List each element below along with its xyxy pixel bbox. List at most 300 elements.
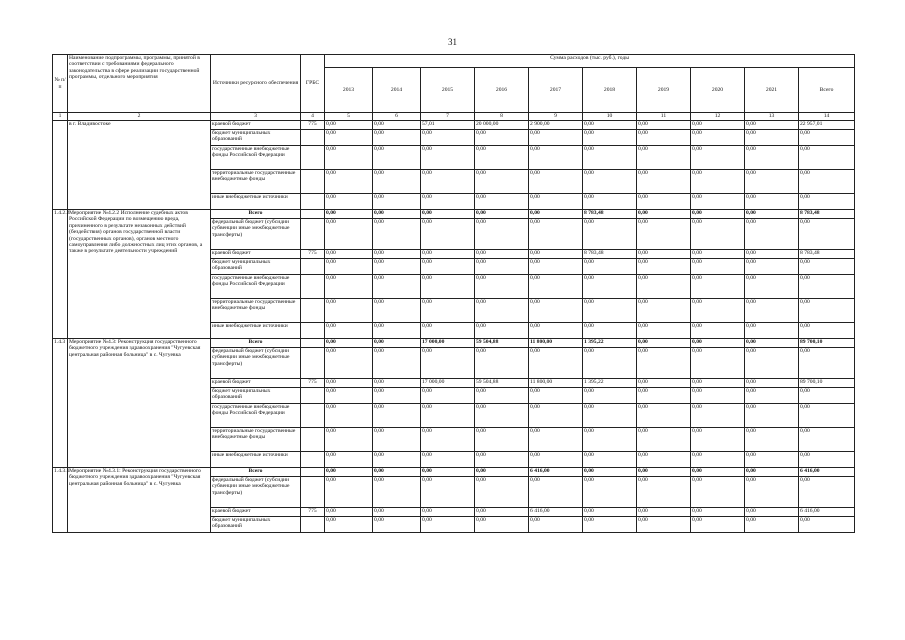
year-value: 0,00: [325, 517, 373, 533]
funding-source: краевой бюджет: [211, 250, 301, 259]
grbs-code: [301, 428, 325, 452]
grbs-code: [301, 130, 325, 146]
year-value: 0,00: [691, 388, 745, 404]
year-value: 0,00: [691, 508, 745, 517]
table-row: [53, 210, 855, 219]
year-value: 0,00: [691, 194, 745, 210]
grbs-code: [301, 323, 325, 339]
year-value: 0,00: [637, 452, 691, 468]
year-value: 0,00: [745, 299, 799, 323]
year-value: 0,00: [421, 517, 475, 533]
year-value: 0,00: [529, 323, 583, 339]
year-value: 0,00: [373, 299, 421, 323]
year-value: 0,00: [583, 170, 637, 194]
funding-source: Всего: [211, 339, 301, 348]
year-value: 0,00: [745, 323, 799, 339]
year-value: 0,00: [637, 477, 691, 508]
year-header-6: 2019: [637, 68, 691, 113]
item-number: 1.4.3.1: [53, 468, 68, 533]
year-value: 0,00: [325, 121, 373, 130]
year-value: 0,00: [637, 404, 691, 428]
year-value: 0,00: [529, 428, 583, 452]
year-value: 6 416,00: [529, 508, 583, 517]
year-value: 0,00: [325, 339, 373, 348]
year-value: 0,00: [745, 210, 799, 219]
year-value: 0,00: [745, 170, 799, 194]
year-value: 0,00: [421, 275, 475, 299]
year-value: 0,00: [529, 130, 583, 146]
year-value: 0,00: [691, 299, 745, 323]
year-value: 0,00: [691, 517, 745, 533]
year-value: 0,00: [691, 379, 745, 388]
item-number: 1.4.3: [53, 339, 68, 468]
year-value: 0,00: [325, 210, 373, 219]
year-value: 0,00: [421, 250, 475, 259]
year-value: 0,00: [745, 428, 799, 452]
year-value: 0,00: [745, 259, 799, 275]
grbs-code: [301, 339, 325, 348]
year-value: 0,00: [475, 130, 529, 146]
year-value: 0,00: [373, 348, 421, 379]
year-value: 0,00: [691, 121, 745, 130]
year-value: 0,00: [583, 508, 637, 517]
year-value: 0,00: [475, 275, 529, 299]
column-number-6: 7: [421, 113, 475, 121]
column-number-4: 5: [325, 113, 373, 121]
year-value: 0,00: [373, 379, 421, 388]
item-number: 1.4.2.2: [53, 210, 68, 339]
year-value: 0,00: [637, 210, 691, 219]
column-number-0: 1: [53, 113, 68, 121]
grbs-code: [301, 146, 325, 170]
funding-source: государственные внебюджетные фонды Российской Федерации: [211, 275, 301, 299]
year-value: 0,00: [745, 219, 799, 250]
funding-source: федеральный бюджет (субсидии субвенции иные межбюджетные трансферты): [211, 348, 301, 379]
year-value: 0,00: [325, 379, 373, 388]
total-value: 0,00: [799, 323, 855, 339]
total-value: 0,00: [799, 404, 855, 428]
year-value: 0,00: [529, 348, 583, 379]
header-sum: Сумма расходов (тыс. руб.), годы: [325, 55, 855, 68]
funding-source: федеральный бюджет (субсидии субвенции иные межбюджетные трансферты): [211, 219, 301, 250]
year-value: 0,00: [529, 452, 583, 468]
year-value: 0,00: [373, 259, 421, 275]
year-header-9: Всего: [799, 68, 855, 113]
year-value: 0,00: [745, 275, 799, 299]
total-value: 0,00: [799, 477, 855, 508]
year-value: 0,00: [373, 508, 421, 517]
year-value: 0,00: [691, 348, 745, 379]
column-number-12: 13: [745, 113, 799, 121]
year-value: 0,00: [745, 339, 799, 348]
year-value: 59 504,88: [475, 379, 529, 388]
year-value: 0,00: [421, 428, 475, 452]
total-value: 6 416,00: [799, 468, 855, 477]
year-value: 0,00: [373, 323, 421, 339]
year-value: 0,00: [745, 517, 799, 533]
column-number-11: 12: [691, 113, 745, 121]
funding-source: бюджет муниципальных образований: [211, 388, 301, 404]
funding-source: краевой бюджет: [211, 379, 301, 388]
year-value: 0,00: [745, 250, 799, 259]
year-value: 0,00: [637, 299, 691, 323]
grbs-code: 775: [301, 508, 325, 517]
year-value: 0,00: [475, 323, 529, 339]
year-value: 1 395,22: [583, 379, 637, 388]
total-value: 22 957,01: [799, 121, 855, 130]
year-value: 0,00: [373, 194, 421, 210]
year-value: 0,00: [325, 275, 373, 299]
year-value: 0,00: [583, 388, 637, 404]
year-value: 0,00: [421, 323, 475, 339]
year-value: 0,00: [529, 250, 583, 259]
year-value: 0,00: [745, 146, 799, 170]
total-value: 0,00: [799, 517, 855, 533]
year-value: 11 800,00: [529, 379, 583, 388]
year-value: 0,00: [421, 219, 475, 250]
year-value: 0,00: [637, 146, 691, 170]
funding-source: краевой бюджет: [211, 508, 301, 517]
year-value: 0,00: [421, 210, 475, 219]
year-header-7: 2020: [691, 68, 745, 113]
grbs-code: [301, 275, 325, 299]
year-value: 0,00: [637, 339, 691, 348]
year-value: 0,00: [421, 477, 475, 508]
header-num: № п/п: [53, 55, 68, 113]
year-value: 0,00: [637, 259, 691, 275]
year-value: 0,00: [745, 348, 799, 379]
year-value: 0,00: [745, 404, 799, 428]
year-value: 59 504,88: [475, 339, 529, 348]
page-number: 31: [448, 37, 457, 47]
year-value: 0,00: [325, 388, 373, 404]
year-value: 0,00: [325, 250, 373, 259]
year-value: 0,00: [373, 275, 421, 299]
funding-source: государственные внебюджетные фонды Российской Федерации: [211, 404, 301, 428]
funding-source: государственные внебюджетные фонды Российской Федерации: [211, 146, 301, 170]
table-body: [53, 121, 855, 533]
funding-source: территориальные государственные внебюджетные фонды: [211, 428, 301, 452]
column-number-5: 6: [373, 113, 421, 121]
year-value: 0,00: [745, 477, 799, 508]
year-value: 0,00: [691, 170, 745, 194]
year-value: 0,00: [637, 194, 691, 210]
year-value: 0,00: [475, 210, 529, 219]
year-value: 0,00: [691, 404, 745, 428]
year-value: 0,00: [745, 379, 799, 388]
funding-source: бюджет муниципальных образований: [211, 259, 301, 275]
funding-source: иные внебюджетные источники: [211, 452, 301, 468]
year-value: 0,00: [421, 130, 475, 146]
year-value: 0,00: [529, 299, 583, 323]
year-value: 0,00: [475, 250, 529, 259]
year-value: 0,00: [529, 146, 583, 170]
year-value: 0,00: [529, 477, 583, 508]
year-value: 0,00: [373, 121, 421, 130]
year-header-1: 2014: [373, 68, 421, 113]
year-value: 0,00: [325, 452, 373, 468]
column-number-row: [53, 113, 855, 121]
grbs-code: [301, 170, 325, 194]
funding-source: федеральный бюджет (субсидии субвенции иные межбюджетные трансферты): [211, 477, 301, 508]
year-value: 0,00: [421, 146, 475, 170]
year-value: 0,00: [637, 219, 691, 250]
year-value: 0,00: [637, 250, 691, 259]
year-value: 0,00: [529, 517, 583, 533]
year-value: 0,00: [583, 299, 637, 323]
year-header-8: 2021: [745, 68, 799, 113]
year-value: 0,00: [325, 468, 373, 477]
year-value: 0,00: [529, 388, 583, 404]
total-value: 8 783,48: [799, 210, 855, 219]
year-value: 0,00: [475, 388, 529, 404]
total-value: 89 700,10: [799, 379, 855, 388]
year-value: 0,00: [421, 170, 475, 194]
funding-source: Всего: [211, 210, 301, 219]
year-value: 0,00: [475, 299, 529, 323]
year-value: 0,00: [475, 477, 529, 508]
year-value: 0,00: [529, 404, 583, 428]
column-number-8: 9: [529, 113, 583, 121]
year-value: 0,00: [583, 404, 637, 428]
column-number-2: 3: [211, 113, 301, 121]
year-value: 0,00: [475, 146, 529, 170]
year-value: 0,00: [325, 219, 373, 250]
year-value: 0,00: [691, 477, 745, 508]
year-value: 0,00: [529, 219, 583, 250]
year-value: 0,00: [691, 323, 745, 339]
grbs-code: [301, 468, 325, 477]
year-value: 2 900,00: [529, 121, 583, 130]
funding-source: бюджет муниципальных образований: [211, 130, 301, 146]
total-value: 6 416,00: [799, 508, 855, 517]
year-value: 0,00: [373, 428, 421, 452]
funding-source: иные внебюджетные источники: [211, 194, 301, 210]
year-value: 0,00: [475, 468, 529, 477]
column-number-3: 4: [301, 113, 325, 121]
year-value: 0,00: [691, 428, 745, 452]
year-value: 0,00: [475, 219, 529, 250]
column-number-7: 8: [475, 113, 529, 121]
year-header-2: 2015: [421, 68, 475, 113]
year-value: 0,00: [583, 219, 637, 250]
total-value: 0,00: [799, 388, 855, 404]
year-header-5: 2018: [583, 68, 637, 113]
item-name: в г. Владивостоке: [68, 121, 211, 210]
total-value: 0,00: [799, 275, 855, 299]
grbs-code: [301, 452, 325, 468]
year-value: 0,00: [691, 130, 745, 146]
item-name: Мероприятие №4.3: Реконструкция государственного бюджетного учреждения здравоохранения "Чугуевская центральная районная больница" в с. Чугуевка: [68, 339, 211, 468]
total-value: 0,00: [799, 452, 855, 468]
year-value: 0,00: [475, 259, 529, 275]
year-value: 0,00: [373, 452, 421, 468]
year-value: 0,00: [691, 452, 745, 468]
table-header: [53, 55, 855, 121]
year-value: 0,00: [373, 517, 421, 533]
year-value: 0,00: [583, 348, 637, 379]
year-value: 0,00: [421, 452, 475, 468]
funding-source: иные внебюджетные источники: [211, 323, 301, 339]
year-value: 0,00: [583, 259, 637, 275]
year-value: 0,00: [421, 299, 475, 323]
year-value: 0,00: [421, 468, 475, 477]
grbs-code: 775: [301, 379, 325, 388]
year-value: 0,00: [373, 170, 421, 194]
year-value: 0,00: [583, 323, 637, 339]
year-value: 0,00: [325, 323, 373, 339]
item-name: Мероприятие №4.3.1: Реконструкция государственного бюджетного учреждения здравоохранения "Чугуевская центральная районная больница" в с. Чугуевка: [68, 468, 211, 533]
total-value: 0,00: [799, 428, 855, 452]
year-value: 0,00: [691, 339, 745, 348]
grbs-code: [301, 348, 325, 379]
year-value: 0,00: [325, 146, 373, 170]
year-value: 0,00: [583, 517, 637, 533]
grbs-code: [301, 299, 325, 323]
header-name: Наименование подпрограммы, программы, принятой в соответствии с требованиями федерального законодательства в сфере реализации государственной программы, отдельного мероприятия: [68, 55, 211, 113]
year-value: 0,00: [325, 477, 373, 508]
total-value: 0,00: [799, 219, 855, 250]
year-value: 0,00: [529, 259, 583, 275]
year-value: 20 000,00: [475, 121, 529, 130]
year-value: 0,00: [373, 210, 421, 219]
year-value: 0,00: [637, 428, 691, 452]
year-value: 0,00: [637, 468, 691, 477]
year-value: 0,00: [745, 388, 799, 404]
year-value: 0,00: [325, 259, 373, 275]
year-value: 0,00: [637, 121, 691, 130]
total-value: 0,00: [799, 194, 855, 210]
year-value: 0,00: [583, 130, 637, 146]
year-value: 0,00: [325, 428, 373, 452]
column-number-1: 2: [68, 113, 211, 121]
header-grbs: ГРБС: [301, 55, 325, 113]
grbs-code: [301, 404, 325, 428]
year-value: 0,00: [637, 379, 691, 388]
year-value: 0,00: [373, 219, 421, 250]
total-value: 0,00: [799, 170, 855, 194]
grbs-code: [301, 388, 325, 404]
year-value: 0,00: [373, 146, 421, 170]
year-value: 0,00: [373, 477, 421, 508]
year-value: 0,00: [475, 348, 529, 379]
grbs-code: [301, 194, 325, 210]
year-value: 0,00: [421, 388, 475, 404]
year-value: 0,00: [421, 348, 475, 379]
grbs-code: [301, 517, 325, 533]
header-source: Источники ресурсного обеспечения: [211, 55, 301, 113]
funding-source: краевой бюджет: [211, 121, 301, 130]
year-value: 17 000,00: [421, 379, 475, 388]
year-value: 0,00: [745, 121, 799, 130]
item-name: Мероприятие №4.2.2 Исполнение судебных актов Российской Федерации по возмещению вреда, причиненного в результате незаконных действий (бездействия) органов государственной власти (государственных органов), органов местного самоуправления либо должностных лиц этих органов, а также в результате деятельности учреждений: [68, 210, 211, 339]
year-value: 0,00: [373, 404, 421, 428]
year-value: 0,00: [583, 146, 637, 170]
year-value: 0,00: [691, 250, 745, 259]
year-value: 0,00: [583, 121, 637, 130]
year-value: 0,00: [475, 517, 529, 533]
year-value: 0,00: [583, 428, 637, 452]
funding-source: бюджет муниципальных образований: [211, 517, 301, 533]
total-value: 0,00: [799, 348, 855, 379]
year-value: 0,00: [691, 259, 745, 275]
year-value: 0,00: [325, 348, 373, 379]
year-header-3: 2016: [475, 68, 529, 113]
year-value: 0,00: [475, 404, 529, 428]
year-value: 0,00: [691, 275, 745, 299]
year-header-0: 2013: [325, 68, 373, 113]
budget-table: [52, 54, 855, 533]
year-value: 8 783,48: [583, 210, 637, 219]
year-value: 0,00: [529, 194, 583, 210]
year-value: 0,00: [637, 388, 691, 404]
table-row: [53, 121, 855, 130]
year-value: 6 416,00: [529, 468, 583, 477]
year-value: 8 783,48: [583, 250, 637, 259]
year-value: 17 000,00: [421, 339, 475, 348]
item-number: [53, 121, 68, 210]
column-number-10: 11: [637, 113, 691, 121]
year-value: 0,00: [745, 194, 799, 210]
total-value: 89 700,10: [799, 339, 855, 348]
table-row: [53, 468, 855, 477]
year-value: 0,00: [325, 130, 373, 146]
year-value: 0,00: [637, 508, 691, 517]
year-value: 0,00: [475, 194, 529, 210]
year-value: 0,00: [421, 508, 475, 517]
year-value: 57,01: [421, 121, 475, 130]
year-value: 0,00: [475, 452, 529, 468]
year-value: 0,00: [637, 275, 691, 299]
total-value: 0,00: [799, 146, 855, 170]
year-value: 0,00: [373, 468, 421, 477]
grbs-code: [301, 477, 325, 508]
year-value: 0,00: [529, 210, 583, 219]
year-value: 0,00: [475, 170, 529, 194]
year-value: 0,00: [745, 468, 799, 477]
year-value: 0,00: [529, 170, 583, 194]
year-value: 0,00: [691, 468, 745, 477]
grbs-code: [301, 210, 325, 219]
year-value: 0,00: [583, 452, 637, 468]
year-value: 0,00: [637, 323, 691, 339]
year-value: 0,00: [475, 508, 529, 517]
grbs-code: [301, 219, 325, 250]
year-value: 0,00: [691, 146, 745, 170]
column-number-9: 10: [583, 113, 637, 121]
year-value: 0,00: [325, 404, 373, 428]
year-value: 0,00: [637, 517, 691, 533]
year-value: 0,00: [583, 477, 637, 508]
year-value: 0,00: [373, 339, 421, 348]
grbs-code: 775: [301, 250, 325, 259]
funding-source: Всего: [211, 468, 301, 477]
table-row: [53, 339, 855, 348]
year-value: 0,00: [373, 388, 421, 404]
year-value: 0,00: [583, 194, 637, 210]
year-header-4: 2017: [529, 68, 583, 113]
year-value: 0,00: [745, 508, 799, 517]
funding-source: территориальные государственные внебюджетные фонды: [211, 299, 301, 323]
year-value: 0,00: [637, 130, 691, 146]
year-value: 0,00: [529, 275, 583, 299]
year-value: 0,00: [325, 508, 373, 517]
total-value: 0,00: [799, 259, 855, 275]
year-value: 0,00: [325, 170, 373, 194]
year-value: 0,00: [691, 219, 745, 250]
year-value: 0,00: [637, 348, 691, 379]
year-value: 0,00: [421, 259, 475, 275]
